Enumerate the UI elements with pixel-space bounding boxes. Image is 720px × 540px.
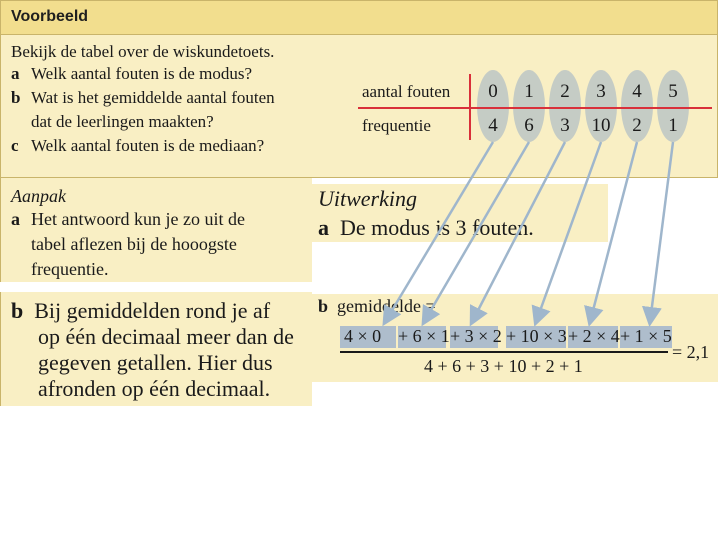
numerator-term: + 10 × 3	[506, 326, 567, 346]
numerator-term: + 2 × 4	[568, 326, 620, 346]
question-b-letter: b	[11, 88, 21, 107]
numerator-term: + 3 × 2	[450, 326, 502, 346]
arrow-column-3	[536, 142, 601, 322]
example-intro: Bekijk de tabel over de wiskundetoets.	[11, 42, 275, 61]
table-cell-frequentie: 1	[668, 115, 678, 136]
aanpak-b-line-4: afronden op één decimaal.	[38, 376, 271, 401]
calc-label-text: gemiddelde =	[337, 296, 436, 316]
aanpak-b-letter: b	[11, 298, 24, 323]
table-cell-fouten: 3	[596, 81, 606, 102]
calc-letter: b	[318, 296, 329, 316]
table-cell-frequentie: 3	[560, 115, 570, 136]
table-cell-fouten: 1	[524, 81, 534, 102]
question-b-text: Wat is het gemiddelde aantal fouten	[31, 88, 275, 107]
example-title: Voorbeeld	[11, 8, 89, 25]
denominator: 4 + 6 + 3 + 10 + 2 + 1	[424, 356, 583, 376]
table-cell-frequentie: 10	[591, 115, 611, 136]
aanpak-a-line-2: tabel aflezen bij de hooogste	[31, 234, 237, 254]
numerator-term: + 1 × 5	[620, 326, 672, 346]
arrow-column-2	[472, 142, 565, 322]
uitwerking-a-letter: a	[318, 215, 329, 240]
arrow-column-5	[650, 142, 673, 322]
table-cell-fouten: 2	[560, 81, 570, 102]
aanpak-b-text-1: Bij gemiddelden rond je af	[34, 298, 271, 323]
question-a-letter: a	[11, 64, 20, 83]
question-c-letter: c	[11, 136, 19, 155]
question-c-text: Welk aantal fouten is de mediaan?	[31, 136, 265, 155]
table-cell-frequentie: 4	[488, 115, 498, 136]
uitwerking-a-text: De modus is 3 fouten.	[340, 215, 534, 240]
aanpak-a-text-1: Het antwoord kun je zo uit de	[31, 209, 245, 229]
aanpak-a-line-3: frequentie.	[31, 259, 109, 279]
aanpak-b-line-2: op één decimaal meer dan de	[38, 324, 294, 349]
aanpak-a-letter: a	[11, 209, 20, 229]
uitwerking-title: Uitwerking	[318, 186, 417, 211]
table-cell-fouten: 5	[668, 81, 678, 102]
table-label-fouten: aantal fouten	[362, 82, 451, 101]
table-label-frequentie: frequentie	[362, 116, 431, 135]
table-cell-frequentie: 6	[524, 115, 534, 136]
table-cell-fouten: 0	[488, 81, 498, 102]
question-b2-text: dat de leerlingen maakten?	[31, 112, 214, 131]
question-a-text: Welk aantal fouten is de modus?	[31, 64, 252, 83]
result: = 2,1	[672, 342, 710, 362]
table-cell-fouten: 4	[632, 81, 642, 102]
numerator-term: 4 × 0	[344, 326, 382, 346]
numerator-term: + 6 × 1	[398, 326, 450, 346]
table-cell-frequentie: 2	[632, 115, 642, 136]
aanpak-b-line-3: gegeven getallen. Hier dus	[38, 350, 273, 375]
aanpak-title: Aanpak	[11, 186, 66, 206]
arrow-column-4	[590, 142, 637, 322]
